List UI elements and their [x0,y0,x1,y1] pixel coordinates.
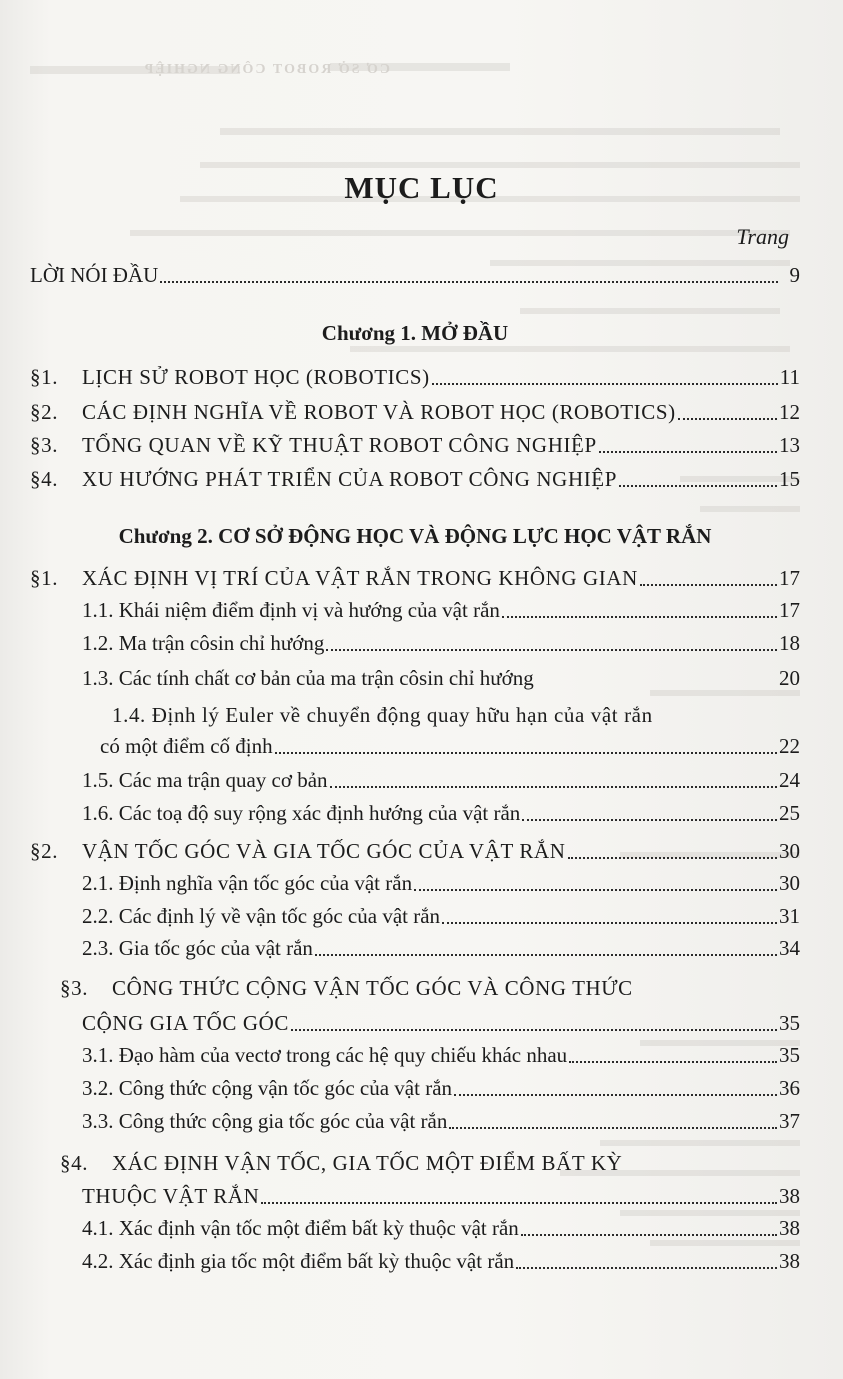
toc-subentry[interactable] [30,1042,800,1068]
toc-entry-text: 4.1. Xác định vận tốc một điểm bất kỳ thuộc vật rắn [82,1216,519,1240]
leader-dots [619,485,777,487]
toc-page-number: 18 [779,631,800,655]
toc-entry-line1[interactable] [60,975,633,1001]
leader-dots [414,889,777,891]
leader-dots [442,922,777,924]
toc-page-number: 24 [779,768,800,792]
section-number: §3. [60,976,89,1000]
toc-subentry[interactable] [30,903,800,929]
leader-dots [502,616,777,618]
toc-subentry[interactable] [30,1215,800,1241]
leader-dots [326,649,777,651]
toc-page-number: 30 [779,871,800,895]
toc-entry-line1[interactable] [60,1150,622,1176]
toc-page-number: 36 [779,1076,800,1100]
section-number: §1. [30,566,59,590]
toc-page-number: 31 [779,904,800,928]
leader-dots [330,786,777,788]
toc-entry-text: THUỘC VẬT RẮN [82,1184,260,1208]
toc-subentry[interactable] [30,935,800,961]
toc-entry-text: XU HƯỚNG PHÁT TRIỂN CỦA ROBOT CÔNG NGHIỆP [82,467,618,491]
toc-subentry-continuation[interactable] [30,733,800,759]
toc-page-number: 38 [779,1184,800,1208]
toc-entry[interactable] [30,399,800,425]
leader-dots [261,1202,777,1204]
toc-subentry[interactable] [30,597,800,623]
leader-dots [449,1127,777,1129]
toc-entry-text: 2.3. Gia tốc góc của vật rắn [82,936,313,960]
leader-dots [454,1094,777,1096]
leader-dots [536,684,777,686]
toc-page-number: 35 [779,1043,800,1067]
chapter-1-heading: Chương 1. MỞ ĐẦU [321,321,509,345]
toc-entry[interactable] [30,364,800,390]
toc-entry-continuation[interactable] [30,1183,800,1209]
toc-page-number: 20 [779,666,800,690]
toc-entry[interactable] [30,466,800,492]
section-number: §2. [30,839,59,863]
toc-entry-preface[interactable] [30,262,800,288]
toc-page-number: 25 [779,801,800,825]
toc-subentry-line1[interactable]: 1.4. Định lý Euler về chuyển động quay hữu hạn của vật rắn [112,703,653,727]
toc-entry-text: 1.6. Các toạ độ suy rộng xác định hướng của vật rắn [82,801,521,825]
section-number: §3. [30,433,59,457]
toc-page-number: 9 [789,263,800,287]
toc-entry-text: 3.2. Công thức cộng vận tốc góc của vật rắn [82,1076,453,1100]
toc-page-number: 22 [779,734,800,758]
toc-entry-continuation[interactable] [30,1010,800,1036]
section-number: §2. [30,400,59,424]
toc-entry-text: 3.1. Đạo hàm của vectơ trong các hệ quy chiếu khác nhau [82,1043,568,1067]
page-title: MỤC LỤC [344,170,499,205]
toc-page-number: 12 [779,400,800,424]
leader-dots [432,383,778,385]
toc-entry-text: TỔNG QUAN VỀ KỸ THUẬT ROBOT CÔNG NGHIỆP [82,433,597,457]
toc-entry[interactable] [30,565,800,591]
toc-entry-text: LỜI NÓI ĐẦU [30,263,159,287]
toc-entry-text: 2.2. Các định lý về vận tốc góc của vật rắn [82,904,441,928]
leader-dots [678,418,777,420]
leader-dots [160,281,778,283]
leader-dots [516,1267,777,1269]
toc-page-number: 11 [779,365,800,389]
toc-entry-text: 1.1. Khái niệm điểm định vị và hướng của vật rắn [82,598,500,622]
toc-entry-text: 1.5. Các ma trận quay cơ bản [82,768,328,792]
toc-page-number: 13 [779,433,800,457]
toc-subentry[interactable] [30,1248,800,1274]
toc-page-number: 15 [779,467,800,491]
toc-entry-text: 4.2. Xác định gia tốc một điểm bất kỳ thuộc vật rắn [82,1249,515,1273]
toc-entry[interactable] [30,838,800,864]
toc-entry-text: có một điểm cố định [100,734,273,758]
leader-dots [569,1061,777,1063]
leader-dots [640,584,777,586]
toc-subentry[interactable] [30,767,800,793]
toc-subentry[interactable] [30,800,800,826]
section-number: §4. [60,1151,89,1175]
toc-subentry[interactable] [30,870,800,896]
chapter-2-heading: Chương 2. CƠ SỞ ĐỘNG HỌC VÀ ĐỘNG LỰC HỌC VẬT RẮN [118,524,712,548]
toc-page-number: 38 [779,1249,800,1273]
toc-page-number: 34 [779,936,800,960]
toc-entry-text: CỘNG GIA TỐC GÓC [82,1011,289,1035]
leader-dots [599,451,777,453]
toc-entry-text: VẬN TỐC GÓC VÀ GIA TỐC GÓC CỦA VẬT RẮN [82,839,566,863]
section-number: §1. [30,365,59,389]
toc-subentry[interactable] [30,1075,800,1101]
toc-page-number: 37 [779,1109,800,1133]
leader-dots [291,1029,777,1031]
leader-dots [521,1234,777,1236]
running-header: CƠ SỞ ROBOT CÔNG NGHIỆP [142,62,390,77]
page-column-label: Trang [736,224,789,249]
toc-entry-text: 2.1. Định nghĩa vận tốc góc của vật rắn [82,871,413,895]
toc-subentry[interactable] [30,630,800,656]
toc-entry-text: CÁC ĐỊNH NGHĨA VỀ ROBOT VÀ ROBOT HỌC (ROBOTICS) [82,400,676,424]
toc-page-number: 17 [779,598,800,622]
leader-dots [568,857,778,859]
toc-entry-text: LỊCH SỬ ROBOT HỌC (ROBOTICS) [82,365,430,389]
toc-page-number: 17 [779,566,800,590]
toc-subentry[interactable] [30,1108,800,1134]
toc-entry-text: XÁC ĐỊNH VẬN TỐC, GIA TỐC MỘT ĐIỂM BẤT KỲ [112,1151,623,1175]
toc-entry-text: 3.3. Công thức cộng gia tốc góc của vật rắn [82,1109,448,1133]
leader-dots [522,819,777,821]
toc-page-number: 38 [779,1216,800,1240]
toc-page-number: 35 [779,1011,800,1035]
toc-entry[interactable] [30,432,800,458]
toc-subentry[interactable] [30,665,800,691]
toc-entry-text: CÔNG THỨC CỘNG VẬN TỐC GÓC VÀ CÔNG THỨC [112,976,633,1000]
leader-dots [315,954,777,956]
toc-page-number: 30 [779,839,800,863]
toc-entry-text: 1.3. Các tính chất cơ bản của ma trận côsin chỉ hướng [82,666,534,690]
section-number: §4. [30,467,59,491]
leader-dots [275,752,777,754]
toc-entry-text: 1.2. Ma trận côsin chỉ hướng [82,631,325,655]
toc-entry-text: XÁC ĐỊNH VỊ TRÍ CỦA VẬT RẮN TRONG KHÔNG GIAN [82,566,638,590]
